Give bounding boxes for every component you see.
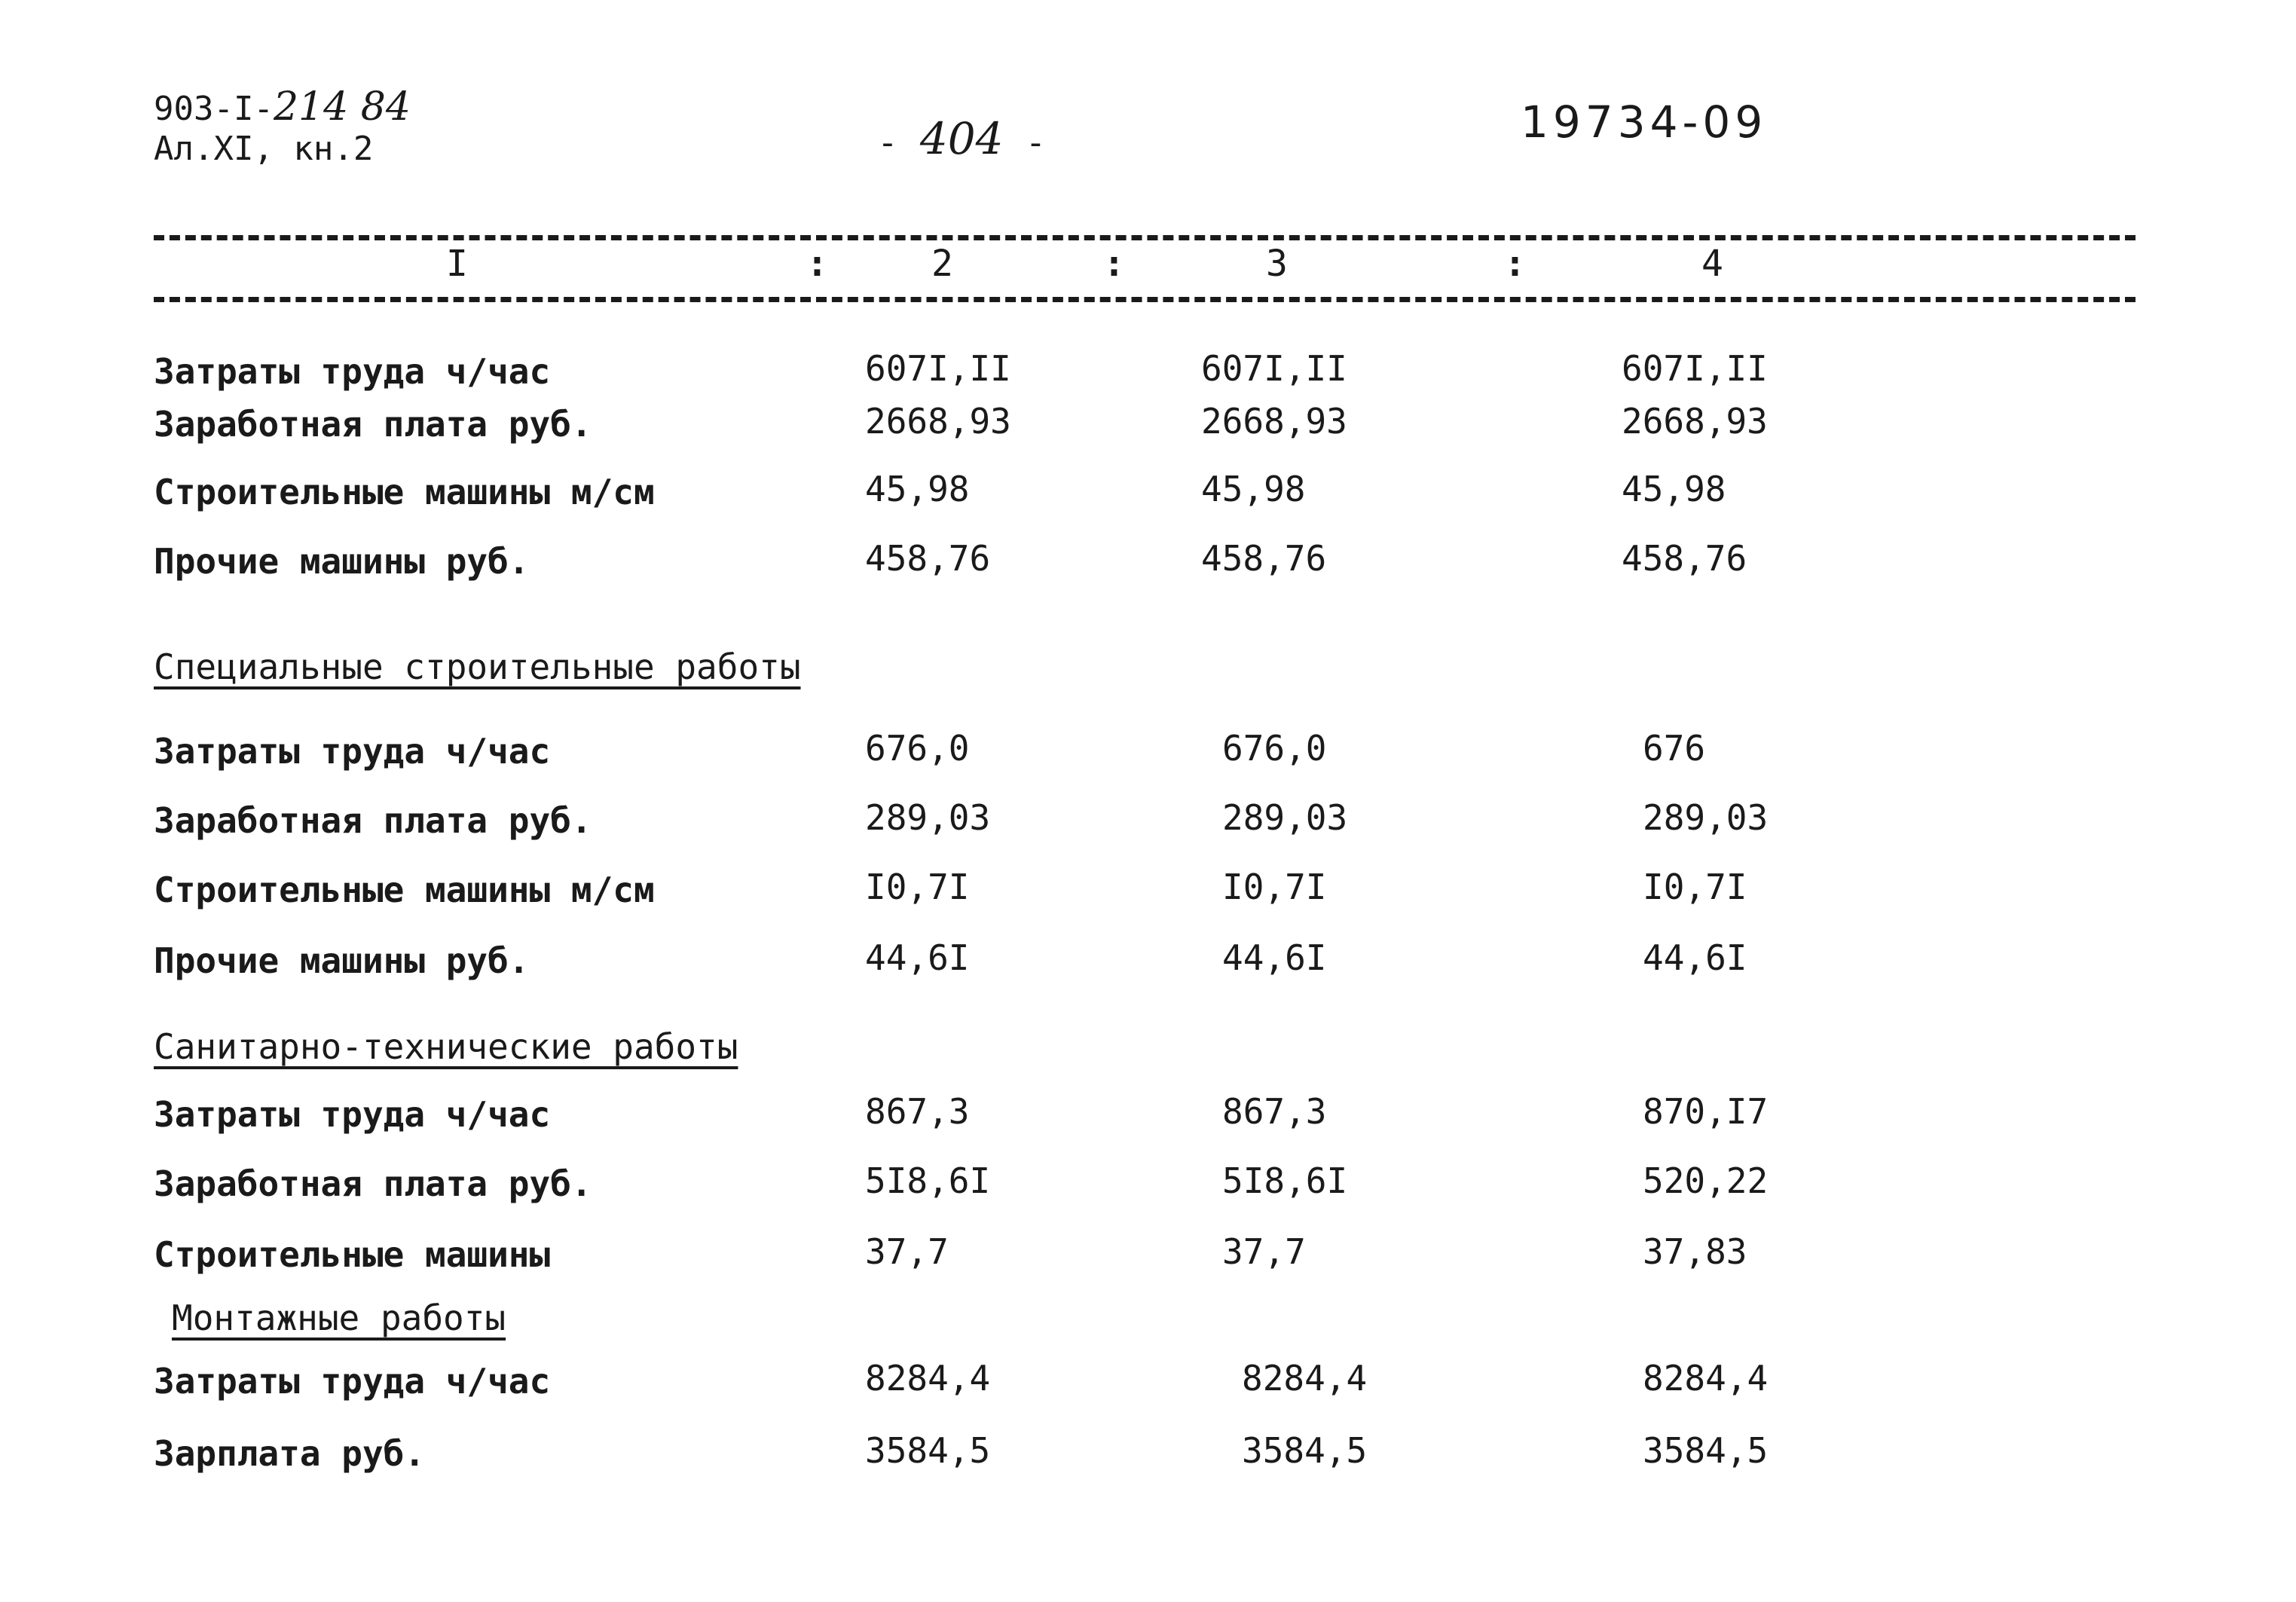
row-value-col2: 867,3 <box>865 1091 970 1132</box>
document-code-handwritten: 214 84 <box>273 84 411 130</box>
column-header-3: 3 <box>1266 243 1288 285</box>
section-title: Монтажные работы <box>172 1298 506 1338</box>
row-label: Строительные машины м/см <box>154 870 655 910</box>
row-label: Прочие машины руб. <box>154 541 530 582</box>
column-separator-3: : <box>1504 243 1526 285</box>
column-separator-2: : <box>1103 243 1125 285</box>
row-value-col3: 45,98 <box>1201 469 1306 509</box>
row-value-col2: 676,0 <box>865 728 970 769</box>
column-header-1: I <box>446 243 468 285</box>
page-dash-left: - <box>882 124 894 162</box>
album-reference: Ал.XI, кн.2 <box>154 130 374 168</box>
row-value-col4: 2668,93 <box>1622 401 1768 442</box>
row-value-col2: 5I8,6I <box>865 1160 991 1201</box>
row-value-col3: 8284,4 <box>1242 1358 1368 1399</box>
row-label: Затраты труда ч/час <box>154 731 551 772</box>
row-value-col2: 607I,II <box>865 348 1011 389</box>
page-number-value: 404 <box>919 113 1004 164</box>
document-number: 19734-09 <box>1521 96 1768 148</box>
row-value-col4: 607I,II <box>1622 348 1768 389</box>
page-number <box>882 113 1041 164</box>
row-value-col3: I0,7I <box>1222 867 1327 907</box>
row-value-col4: 45,98 <box>1622 469 1726 509</box>
row-value-col3: 289,03 <box>1222 797 1348 838</box>
column-separator-1: : <box>806 243 828 285</box>
row-value-col2: 458,76 <box>865 538 991 579</box>
column-header-2: 2 <box>931 243 953 285</box>
row-label: Строительные машины <box>154 1234 551 1275</box>
row-value-col2: 2668,93 <box>865 401 1011 442</box>
row-value-col4: 458,76 <box>1622 538 1747 579</box>
row-value-col2: 37,7 <box>865 1231 949 1272</box>
header-rule-top <box>154 235 2135 240</box>
row-value-col3: 607I,II <box>1201 348 1347 389</box>
row-label: Затраты труда ч/час <box>154 1361 551 1402</box>
page-dash-right: - <box>1029 124 1042 162</box>
section-title: Санитарно-технические работы <box>154 1026 738 1067</box>
row-value-col3: 458,76 <box>1201 538 1327 579</box>
row-value-col4: 870,I7 <box>1643 1091 1769 1132</box>
row-label: Затраты труда ч/час <box>154 1094 551 1135</box>
row-value-col2: 44,6I <box>865 937 970 978</box>
row-value-col2: 289,03 <box>865 797 991 838</box>
row-value-col3: 676,0 <box>1222 728 1327 769</box>
row-value-col3: 867,3 <box>1222 1091 1327 1132</box>
document-code <box>154 84 411 130</box>
row-label: Заработная плата руб. <box>154 1163 592 1204</box>
row-value-col3: 2668,93 <box>1201 401 1347 442</box>
section-title: Специальные строительные работы <box>154 647 801 687</box>
row-value-col3: 37,7 <box>1222 1231 1306 1272</box>
row-label: Заработная плата руб. <box>154 404 592 445</box>
row-value-col2: 8284,4 <box>865 1358 991 1399</box>
row-value-col4: 3584,5 <box>1643 1430 1769 1471</box>
row-value-col2: I0,7I <box>865 867 970 907</box>
row-value-col4: 37,83 <box>1643 1231 1747 1272</box>
row-label: Затраты труда ч/час <box>154 351 551 392</box>
row-value-col3: 44,6I <box>1222 937 1327 978</box>
row-label: Прочие машины руб. <box>154 940 530 981</box>
row-label: Зарплата руб. <box>154 1433 426 1474</box>
header-rule-bottom <box>154 297 2135 302</box>
row-value-col2: 45,98 <box>865 469 970 509</box>
row-value-col4: 520,22 <box>1643 1160 1769 1201</box>
row-value-col4: I0,7I <box>1643 867 1747 907</box>
document-code-printed: 903-I- <box>154 90 274 128</box>
row-label: Заработная плата руб. <box>154 800 592 841</box>
row-value-col2: 3584,5 <box>865 1430 991 1471</box>
row-value-col4: 8284,4 <box>1643 1358 1769 1399</box>
row-value-col4: 289,03 <box>1643 797 1769 838</box>
row-value-col4: 676 <box>1643 728 1706 769</box>
row-value-col3: 3584,5 <box>1242 1430 1368 1471</box>
row-value-col4: 44,6I <box>1643 937 1747 978</box>
row-label: Строительные машины м/см <box>154 472 655 512</box>
row-value-col3: 5I8,6I <box>1222 1160 1348 1201</box>
column-header-4: 4 <box>1701 243 1723 285</box>
